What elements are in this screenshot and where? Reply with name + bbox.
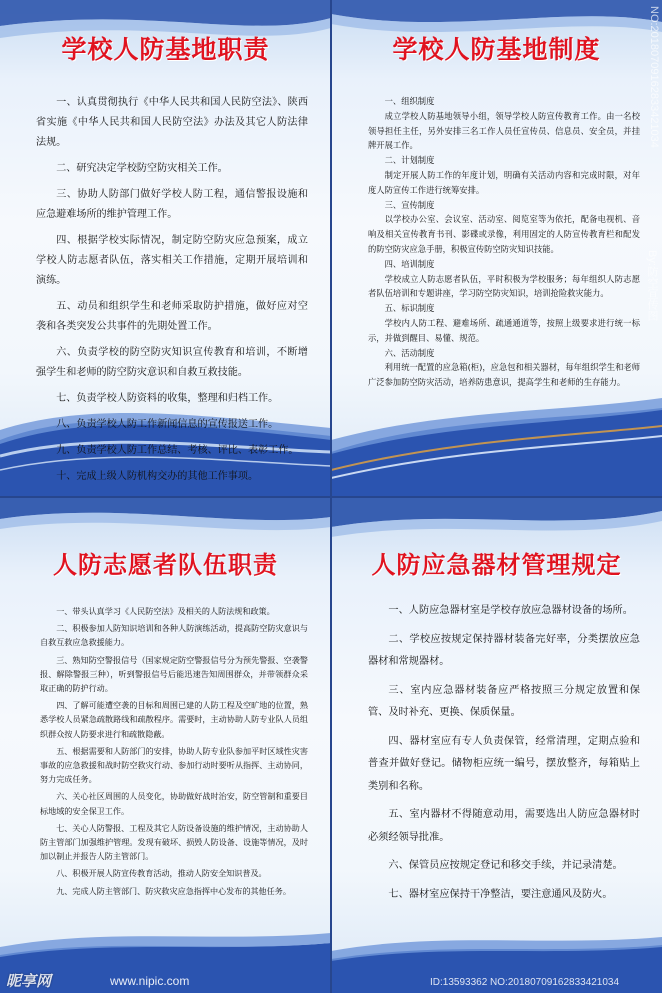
list-item: 七、负责学校人防资料的收集，整理和归档工作。 [56, 393, 279, 404]
list-item: 五、室内器材不得随意动用，需要选出人防应急器材时必须经领导批准。 [368, 809, 640, 843]
section-heading: 三、宣传制度 [384, 199, 435, 210]
section-heading: 五、标识制度 [384, 303, 435, 314]
list-item: 五、动员和组织学生和老师采取防护措施，做好应对空袭和各类突发公共事件的先期处置工作。 [36, 301, 308, 332]
volunteer-list [40, 604, 308, 901]
section-text: 以学校办公室、会议室、活动室、阅览室等为依托，配备电视机、音响及相关宣传教育书刊、影碟或录像，利用固定的人防宣传教育栏和配发的防空防灾应急手册，积极宣传防空防灾知识技能。 [368, 214, 640, 254]
section-text: 利用统一配置的应急箱(柜)，应急包和相关器材，每年组织学生和老师广泛参加防空防灾活动，培养防患意识，提高学生和老师的生存能力。 [368, 362, 640, 388]
list-item: 一、带头认真学习《人民防空法》及相关的人防法规和政策。 [56, 606, 275, 616]
list-item: 六、关心社区周围的人员变化，协助做好战时治安，防空管制和重要目标地域的安全保卫工作。 [40, 791, 308, 816]
section-text: 制定开展人防工作的年度计划，明确有关活动内容和完成时限，对年度人防宣传工作进行统筹安排。 [368, 169, 640, 195]
section-text: 学校内人防工程、避难场所、疏通通道等，按照上级要求进行统一标示，并做到醒目、易懂、规范。 [368, 317, 640, 343]
watermark-logo: 昵享网 [6, 972, 52, 990]
list-item: 九、负责学校人防工作总结、考核、评比、表彰工作。 [56, 445, 299, 456]
list-item: 七、关心人防警报、工程及其它人防设备设施的维护情况，主动协助人防主管部门加强维护管理。发现有破坏、损毁人防设备、设施等情况，及时加以制止并报告人防主管部门。 [40, 822, 308, 862]
list-item: 三、室内应急器材装备应严格按照三分规定放置和保管、及时补充、更换、保质保量。 [368, 684, 640, 718]
list-item: 二、积极参加人防知识培训和各种人防演练活动，提高防空防灾意识与自救互救应急救援能力。 [40, 623, 308, 648]
list-item: 五、根据需要和人防部门的安排，协助人防专业队参加平时区域性灾害事故的应急救援和战时防空救灾行动、参加行动时要听从指挥、主动协同，努力完成任务。 [40, 745, 308, 785]
list-item: 八、负责学校人防工作新闻信息的宣传报送工作。 [56, 419, 279, 430]
board-title: 学校人防基地制度 [392, 35, 601, 64]
list-item: 三、熟知防空警报信号（国家规定防空警报信号分为预先警报、空袭警报、解除警报三种），听到警报信号后能迅速告知周围群众，并带领群众采取正确的防护行动。 [40, 654, 308, 694]
list-item: 四、了解可能遭空袭的目标和周围已建的人防工程及空旷地的位置，熟悉学校人员紧急疏散路线和疏散程序。需要时，主动协助人防专业队人员组织群众按人防要求进行和疏散隐蔽。 [40, 700, 308, 739]
list-item: 六、保管员应按规定登记和移交手续，并记录清楚。 [388, 860, 623, 871]
watermark-site: www.nipic.com [110, 974, 190, 988]
duty-list [36, 93, 308, 493]
board-title: 人防志愿者队伍职责 [53, 551, 278, 579]
system-list [368, 94, 640, 390]
watermark-vertical-id: NO:20180709162833421034 [648, 6, 660, 148]
section-text: 成立学校人防基地领导小组，领导学校人防宣传教育工作。由一名校领导担任主任，另外安排三名工作人员任宣传员、信息员、安全员，并挂牌开展工作。 [368, 110, 640, 151]
section-heading: 一、组织制度 [384, 96, 435, 106]
section-text: 学校成立人防志愿者队伍，平时积极为学校服务；每年组织人防志愿者队伍培训和专题讲座，学习防空防灾知识，培训抢险救灾能力。 [368, 273, 640, 299]
list-item: 三、协助人防部门做好学校人防工程，通信警报设施和应急避难场所的维护管理工作。 [36, 189, 308, 220]
list-item: 四、根据学校实际情况，制定防空防灾应急预案，成立学校人防志愿者队伍，落实相关工作措施，定期开展培训和演练。 [36, 235, 308, 286]
list-item: 一、人防应急器材室是学校存放应急器材设备的场所。 [388, 605, 633, 616]
list-item: 四、器材室应有专人负责保管，经常清理，定期点验和普查并做好登记。储物柜应统一编号，摆放整齐，每箱贴上类别和名称。 [368, 735, 640, 792]
board-title: 人防应急器材管理规定 [371, 551, 622, 579]
section-heading: 四、培训制度 [384, 258, 435, 269]
list-item: 六、负责学校的防空防灾知识宣传教育和培训，不断增强学生和老师的防空防灾意识和自救互救技能。 [36, 347, 308, 378]
list-item: 二、研究决定学校防空防灾相关工作。 [56, 163, 228, 174]
watermark-id-line: ID:13593362 NO:20180709162833421034 [430, 977, 620, 988]
list-item: 八、积极开展人防宣传教育活动，推动人防安全知识普及。 [56, 868, 267, 879]
list-item: 二、学校应按规定保持器材装备完好率，分类摆放应急器材和常规器材。 [368, 633, 640, 667]
board-divider [0, 496, 662, 498]
watermark-vertical-author: By:防空宣传图 [646, 250, 658, 321]
section-heading: 六、活动制度 [384, 347, 435, 358]
board-title: 学校人防基地职责 [61, 35, 270, 64]
equipment-list [368, 600, 640, 912]
list-item: 十、完成上级人防机构交办的其他工作事项。 [56, 471, 259, 482]
list-item: 七、器材室应保持干净整洁，要注意通风及防火。 [388, 888, 613, 900]
section-heading: 二、计划制度 [384, 155, 435, 166]
list-item: 一、认真贯彻执行《中华人民共和国人民防空法》、陕西省实施《中华人民共和国人民防空法》办法及其它人防法律法规。 [36, 97, 308, 148]
list-item: 九、完成人防主管部门、防灾救灾应急指挥中心发布的其他任务。 [56, 885, 291, 896]
